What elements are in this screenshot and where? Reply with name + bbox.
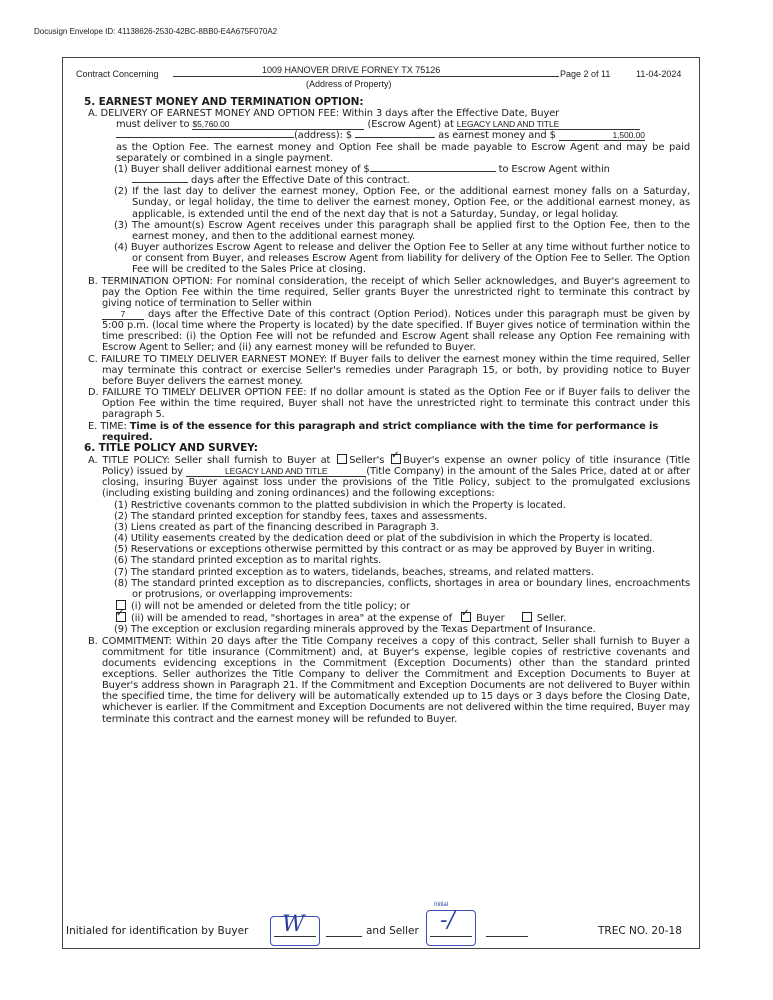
para-5a-text4: (address): $	[294, 130, 353, 142]
exception-8: (8) The standard printed exception as to discrepancies, conflicts, shortages in area or boundary lines, encroachments or protrusions, or overlapping improvements:	[114, 577, 690, 600]
buyer-expense-checkbox[interactable]	[391, 454, 401, 464]
para-5c: C. FAILURE TO TIMELY DELIVER EARNEST MONEY: If Buyer fails to deliver the earnest money within the time required, Seller may terminate this contract or exercise Seller's remedies under Paragraph 15, or both, by providing notice to Buyer before Buyer delivers the earnest money.	[88, 353, 690, 387]
exception-9: (9) The exception or exclusion regarding minerals approved by the Texas Department of Insurance.	[114, 624, 596, 636]
buyer-initial-line-2[interactable]	[326, 936, 362, 937]
para-5b-text2: days after the Effective Date of this contract (Option Period). Notices under this paragraph must be given by 5:00 p.m. (local time where the Property is located) by the date specified. If Buyer gives notice of termination within the time prescribed: (i) the Option Fee will not be refunded and Escrow Agent shall release any Option Fee remaining with Escrow Agent to Seller; and (ii) any earnest money will be refunded to Buyer.	[102, 308, 690, 354]
earnest-money-field[interactable]: $5,760.00	[192, 120, 364, 130]
shortages-buyer-checkbox[interactable]	[461, 612, 471, 622]
exception-7: (7) The standard printed exception as to waters, tidelands, beaches, streams, and related matters.	[114, 566, 594, 578]
page-number: Page 2 of 11	[560, 69, 611, 79]
trec-form-number: TREC NO. 20-18	[598, 925, 682, 937]
para-5a-text2: must deliver to	[116, 119, 190, 131]
exception-8i-text: (i) will not be amended or deleted from the title policy; or	[131, 601, 410, 613]
address-amount-field[interactable]	[355, 137, 435, 138]
para-6a-text2: Seller's	[349, 455, 385, 466]
exception-8ii-text: (ii) will be amended to read, "shortages in area" at the expense of	[131, 613, 453, 625]
amended-checkbox[interactable]	[116, 612, 126, 622]
para-5a	[84, 108, 690, 164]
option-fee-field[interactable]: 1,500.00	[559, 131, 645, 141]
para-5e-bold: Time is of the essence for this paragraph and strict compliance with the time for performance is required.	[102, 420, 659, 443]
para-5a1-text2: to Escrow Agent within	[498, 163, 610, 175]
exception-1: (1) Restrictive covenants common to the platted subdivision in which the Property is located.	[114, 499, 566, 511]
para-6a	[84, 454, 690, 500]
additional-earnest-field[interactable]	[370, 171, 496, 172]
para-5a2: (2) If the last day to deliver the earnest money, Option Fee, or the additional earnest money falls on a Saturday, Sunday, or legal holiday, the time to deliver the earnest money, Option Fee, or the additional earnest money, as applicable, is extended until the end of the next day that is not a Saturday, Sunday, or legal holiday.	[114, 186, 690, 220]
title-company-field[interactable]: LEGACY LAND AND TITLE	[186, 467, 366, 477]
shortages-buyer-label: Buyer	[476, 613, 505, 625]
para-6a-text3: Buyer's expense an owner policy of title insurance (Title Policy) issued by	[102, 455, 691, 478]
escrow-address-field[interactable]	[116, 137, 294, 138]
exception-6: (6) The standard printed exception as to marital rights.	[114, 555, 382, 567]
buyer-initials: W	[282, 912, 305, 937]
exception-8-option-ii	[84, 612, 690, 624]
para-6a-text1: A. TITLE POLICY: Seller shall furnish to Buyer at	[88, 455, 331, 466]
property-address[interactable]: 1009 HANOVER DRIVE FORNEY TX 75126	[262, 65, 441, 75]
seller-expense-checkbox[interactable]	[337, 454, 347, 464]
para-5a1	[84, 164, 690, 186]
address-line	[173, 76, 559, 77]
seller-initials: -/	[440, 908, 455, 933]
escrow-agent-field[interactable]: LEGACY LAND AND TITLE	[457, 120, 640, 130]
envelope-id: Docusign Envelope ID: 41138626-2530-42BC-8BB0-E4A675F070A2	[34, 27, 278, 36]
exception-3: (3) Liens created as part of the financing described in Paragraph 3.	[114, 521, 440, 533]
para-6a-text4: (Title Company) in the amount of the Sales Price, dated at or after closing, insuring Buyer against loss under the provisions of the Title Policy, subject to the promulgated exclusions (including existing building and zoning ordinances) and the following exceptions:	[102, 466, 690, 500]
para-5d: D. FAILURE TO TIMELY DELIVER OPTION FEE: If no dollar amount is stated as the Option Fee or if Buyer fails to deliver the Option Fee within the time required, Buyer shall not have the unrestricted right to terminate this contract under this paragraph 5.	[88, 387, 690, 421]
para-5a-text5: as earnest money and $	[438, 130, 556, 142]
footer-seller-label: and Seller	[366, 925, 419, 937]
shortages-seller-label: Seller.	[536, 613, 567, 625]
contract-concerning-label: Contract Concerning	[76, 69, 159, 79]
section-6-title: 6. TITLE POLICY AND SURVEY:	[84, 441, 258, 454]
header-date: 11-04-2024	[636, 69, 682, 79]
para-5a1-text: (1) Buyer shall deliver additional earnest money of $	[114, 163, 370, 175]
option-days-field[interactable]: 7	[102, 310, 144, 320]
para-5a1-text3: days after the Effective Date of this contract.	[191, 175, 410, 187]
para-5e-label: E. TIME:	[88, 420, 127, 432]
section-5-title: 5. EARNEST MONEY AND TERMINATION OPTION:	[84, 96, 364, 108]
exception-4: (4) Utility easements created by the dedication deed or plat of the subdivision in which the Property is located.	[114, 533, 653, 545]
seller-initial-line-2[interactable]	[486, 936, 528, 937]
exception-5: (5) Reservations or exceptions otherwise permitted by this contract or as may be approved by Buyer in writing.	[114, 544, 655, 556]
para-6b: B. COMMITMENT: Within 20 days after the Title Company receives a copy of this contract, Seller shall furnish to Buyer a commitment for title insurance (Commitment) and, at Buyer's expense, legible copies of restrictive covenants and documents evidencing exceptions in the Commitment (Exception Documents) other than the standard printed exceptions. Seller authorizes the Title Company to deliver the Commitment and Exception Documents to Buyer at Buyer's address shown in Paragraph 21. If the Commitment and Exception Documents are not delivered to Buyer within the specified time, the time for delivery will be automatically extended up to 15 days or 3 days before the Closing Date, whichever is earlier. If the Commitment and Exception Documents are not delivered within the time required, Buyer may terminate this contract and the earnest money will be refunded to Buyer.	[88, 635, 690, 725]
exception-2: (2) The standard printed exception for standby fees, taxes and assessments.	[114, 510, 488, 522]
para-5a-line1: A. DELIVERY OF EARNEST MONEY AND OPTION FEE: Within 3 days after the Effective Date, Buyer	[88, 108, 560, 120]
para-5e	[84, 421, 690, 443]
shortages-seller-checkbox[interactable]	[522, 612, 532, 622]
para-5a-text3: (Escrow Agent) at	[367, 119, 454, 131]
para-5a-text6: as the Option Fee. The earnest money and Option Fee shall be made payable to Escrow Agent and may be paid separately or combined in a single payment.	[116, 141, 690, 164]
para-5b	[84, 276, 690, 354]
contract-body	[84, 97, 690, 725]
exception-8-option-i	[84, 600, 690, 612]
para-5a4: (4) Buyer authorizes Escrow Agent to release and deliver the Option Fee to Seller at any time without further notice to or consent from Buyer, and releases Escrow Agent from liability for delivery of the Option Fee to Seller. The Option Fee will be credited to the Sales Price at closing.	[114, 242, 690, 276]
additional-days-field[interactable]	[132, 182, 188, 183]
address-caption: (Address of Property)	[306, 79, 392, 89]
para-5b-text1: B. TERMINATION OPTION: For nominal consideration, the receipt of which Seller acknowledges, and Buyer's agreement to pay the Option Fee within the time required, Seller grants Buyer the unrestricted right to terminate this contract by giving notice of termination to Seller within	[88, 275, 690, 309]
initial-caption: Initial	[434, 902, 449, 908]
footer-buyer-label: Initialed for identification by Buyer	[66, 925, 249, 937]
para-5a3: (3) The amount(s) Escrow Agent receives under this paragraph shall be applied first to the Option Fee, then to the earnest money, and then to the additional earnest money.	[114, 219, 690, 242]
